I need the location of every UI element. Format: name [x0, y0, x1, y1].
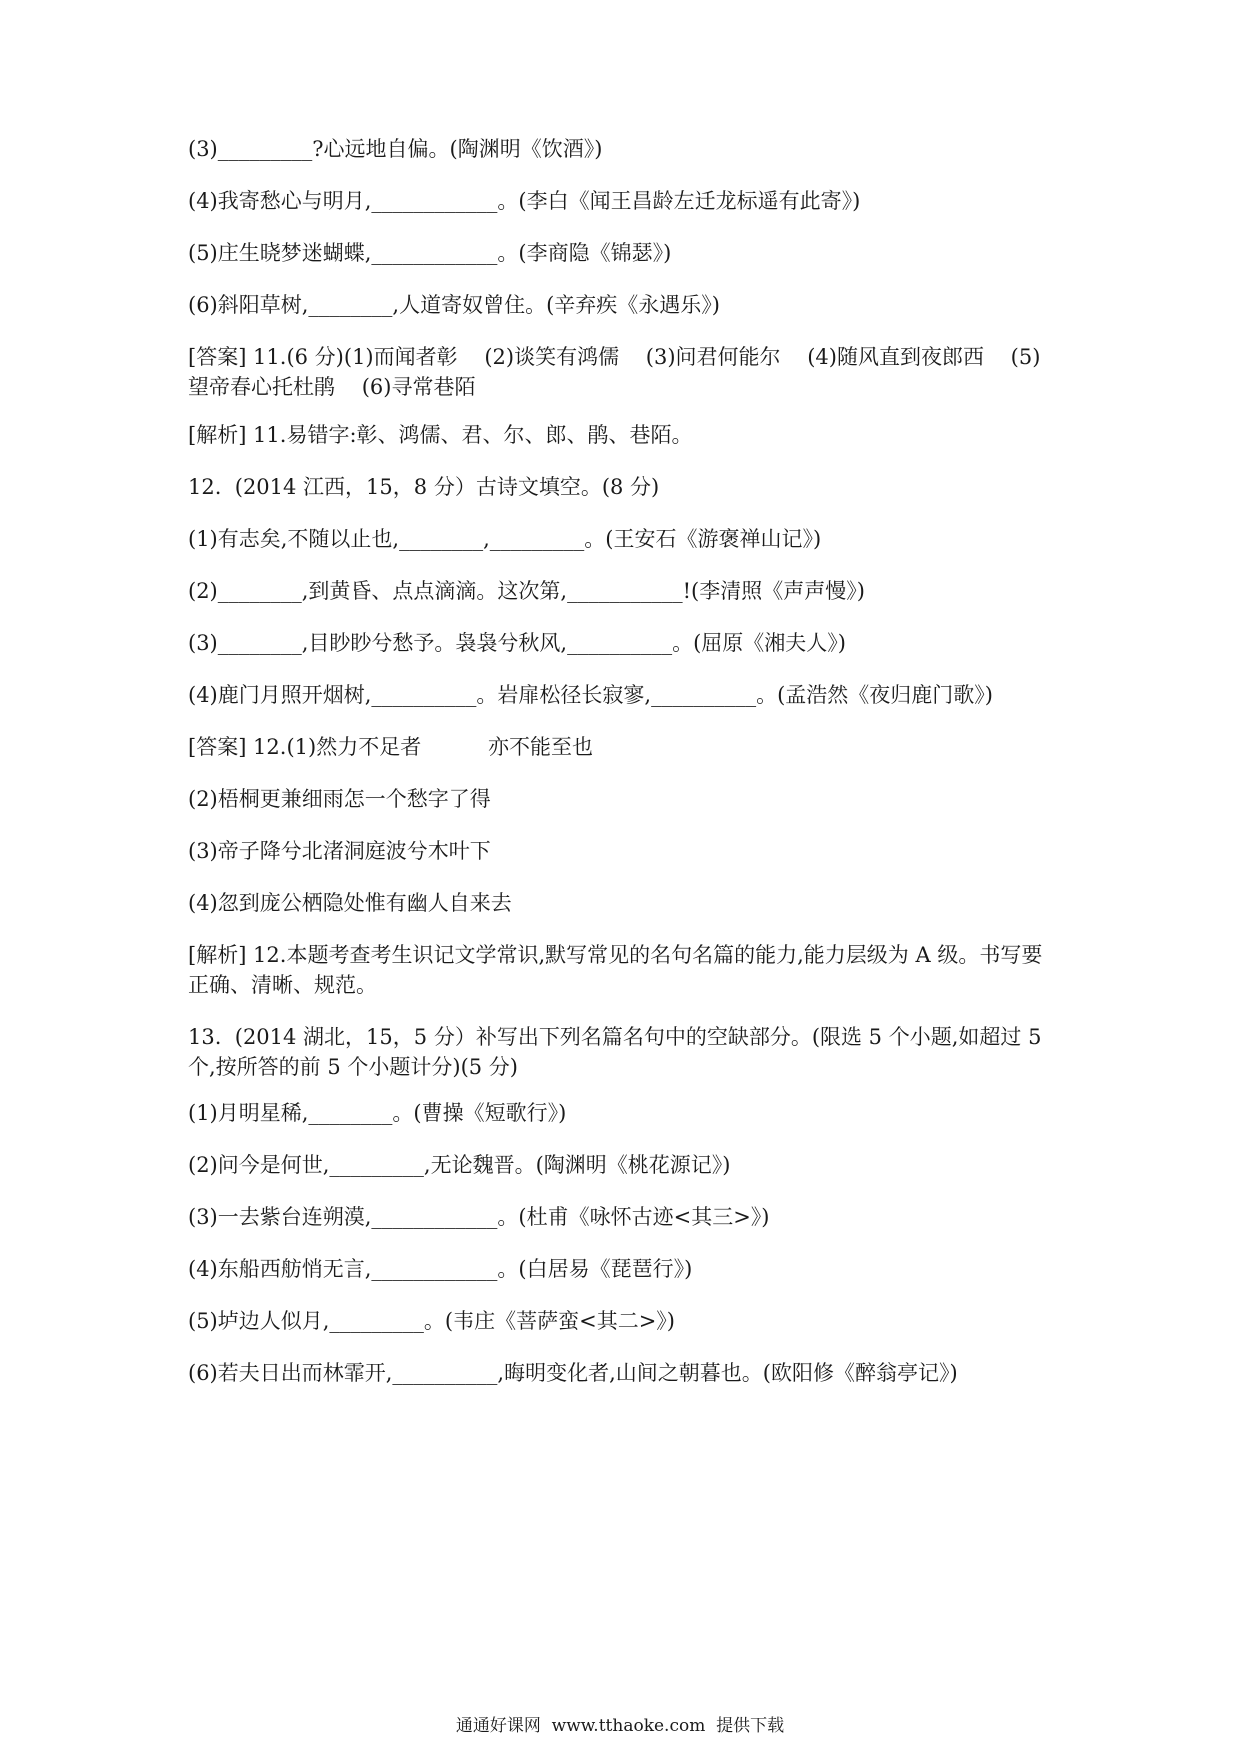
line-12-1: (1)有志矣,不随以止也,________,_________。(王安石《游褒禅山记》)	[188, 527, 822, 551]
line-12-2: (2)________,到黄昏、点点滴滴。这次第,___________!(李清照《声声慢》)	[188, 579, 865, 603]
answer-12: [答案] 12.(1)然力不足者 亦不能至也	[188, 735, 593, 759]
line-1: (3)_________?心远地自偏。(陶渊明《饮酒》)	[188, 137, 603, 161]
line-13-3: (3)一去紫台连朔漠,____________。(杜甫《咏怀古迹<其三>》)	[188, 1205, 770, 1229]
line-4: (6)斜阳草树,________,人道寄奴曾住。(辛弃疾《永遇乐》)	[188, 293, 720, 317]
line-13-1: (1)月明星稀,________。(曹操《短歌行》)	[188, 1101, 567, 1125]
question-12: 12. (2014 江西，15，8 分）古诗文填空。(8 分)	[188, 475, 660, 499]
line-13-6: (6)若夫日出而林霏开,__________,晦明变化者,山间之朝暮也。(欧阳修《醉翁亭记》)	[188, 1361, 958, 1385]
answer-11: [答案] 11.(6 分)(1)而闻者彰 (2)谈笑有鸿儒 (3)问君何能尔 (4)随风直到夜郎西 (5) 望帝春心托杜鹃 (6)寻常巷陌	[188, 345, 1041, 399]
line-2: (4)我寄愁心与明月,____________。(李白《闻王昌龄左迁龙标遥有此寄》)	[188, 189, 861, 213]
answer-12-4: (4)忽到庞公栖隐处惟有幽人自来去	[188, 891, 512, 915]
line-12-4: (4)鹿门月照开烟树,__________。岩扉松径长寂寥,__________。(孟浩然《夜归鹿门歌》)	[188, 683, 993, 707]
line-12-3: (3)________,目眇眇兮愁予。袅袅兮秋风,__________。(屈原《湘夫人》)	[188, 631, 846, 655]
answer-12-3: (3)帝子降兮北渚洞庭波兮木叶下	[188, 839, 491, 863]
analysis-11: [解析] 11.易错字:彰、鸿儒、君、尔、郎、鹃、巷陌。	[188, 423, 693, 447]
line-13-4: (4)东船西舫悄无言,____________。(白居易《琵琶行》)	[188, 1257, 693, 1281]
line-13-2: (2)问今是何世,_________,无论魏晋。(陶渊明《桃花源记》)	[188, 1153, 731, 1177]
question-13: 13. (2014 湖北，15，5 分）补写出下列名篇名句中的空缺部分。(限选 5 个小题,如超过 5 个,按所答的前 5 个小题计分)(5 分)	[188, 1025, 1042, 1079]
analysis-12: [解析] 12.本题考查考生识记文学常识,默写常见的名句名篇的能力,能力层级为 A 级。书写要 正确、清晰、规范。	[188, 943, 1043, 997]
page-footer: 通通好课网 www.tthaoke.com 提供下载	[455, 1716, 785, 1736]
answer-12-2: (2)梧桐更兼细雨怎一个愁字了得	[188, 787, 491, 811]
line-3: (5)庄生晓梦迷蝴蝶,____________。(李商隐《锦瑟》)	[188, 241, 672, 265]
line-13-5: (5)垆边人似月,_________。(韦庄《菩萨蛮<其二>》)	[188, 1309, 675, 1333]
